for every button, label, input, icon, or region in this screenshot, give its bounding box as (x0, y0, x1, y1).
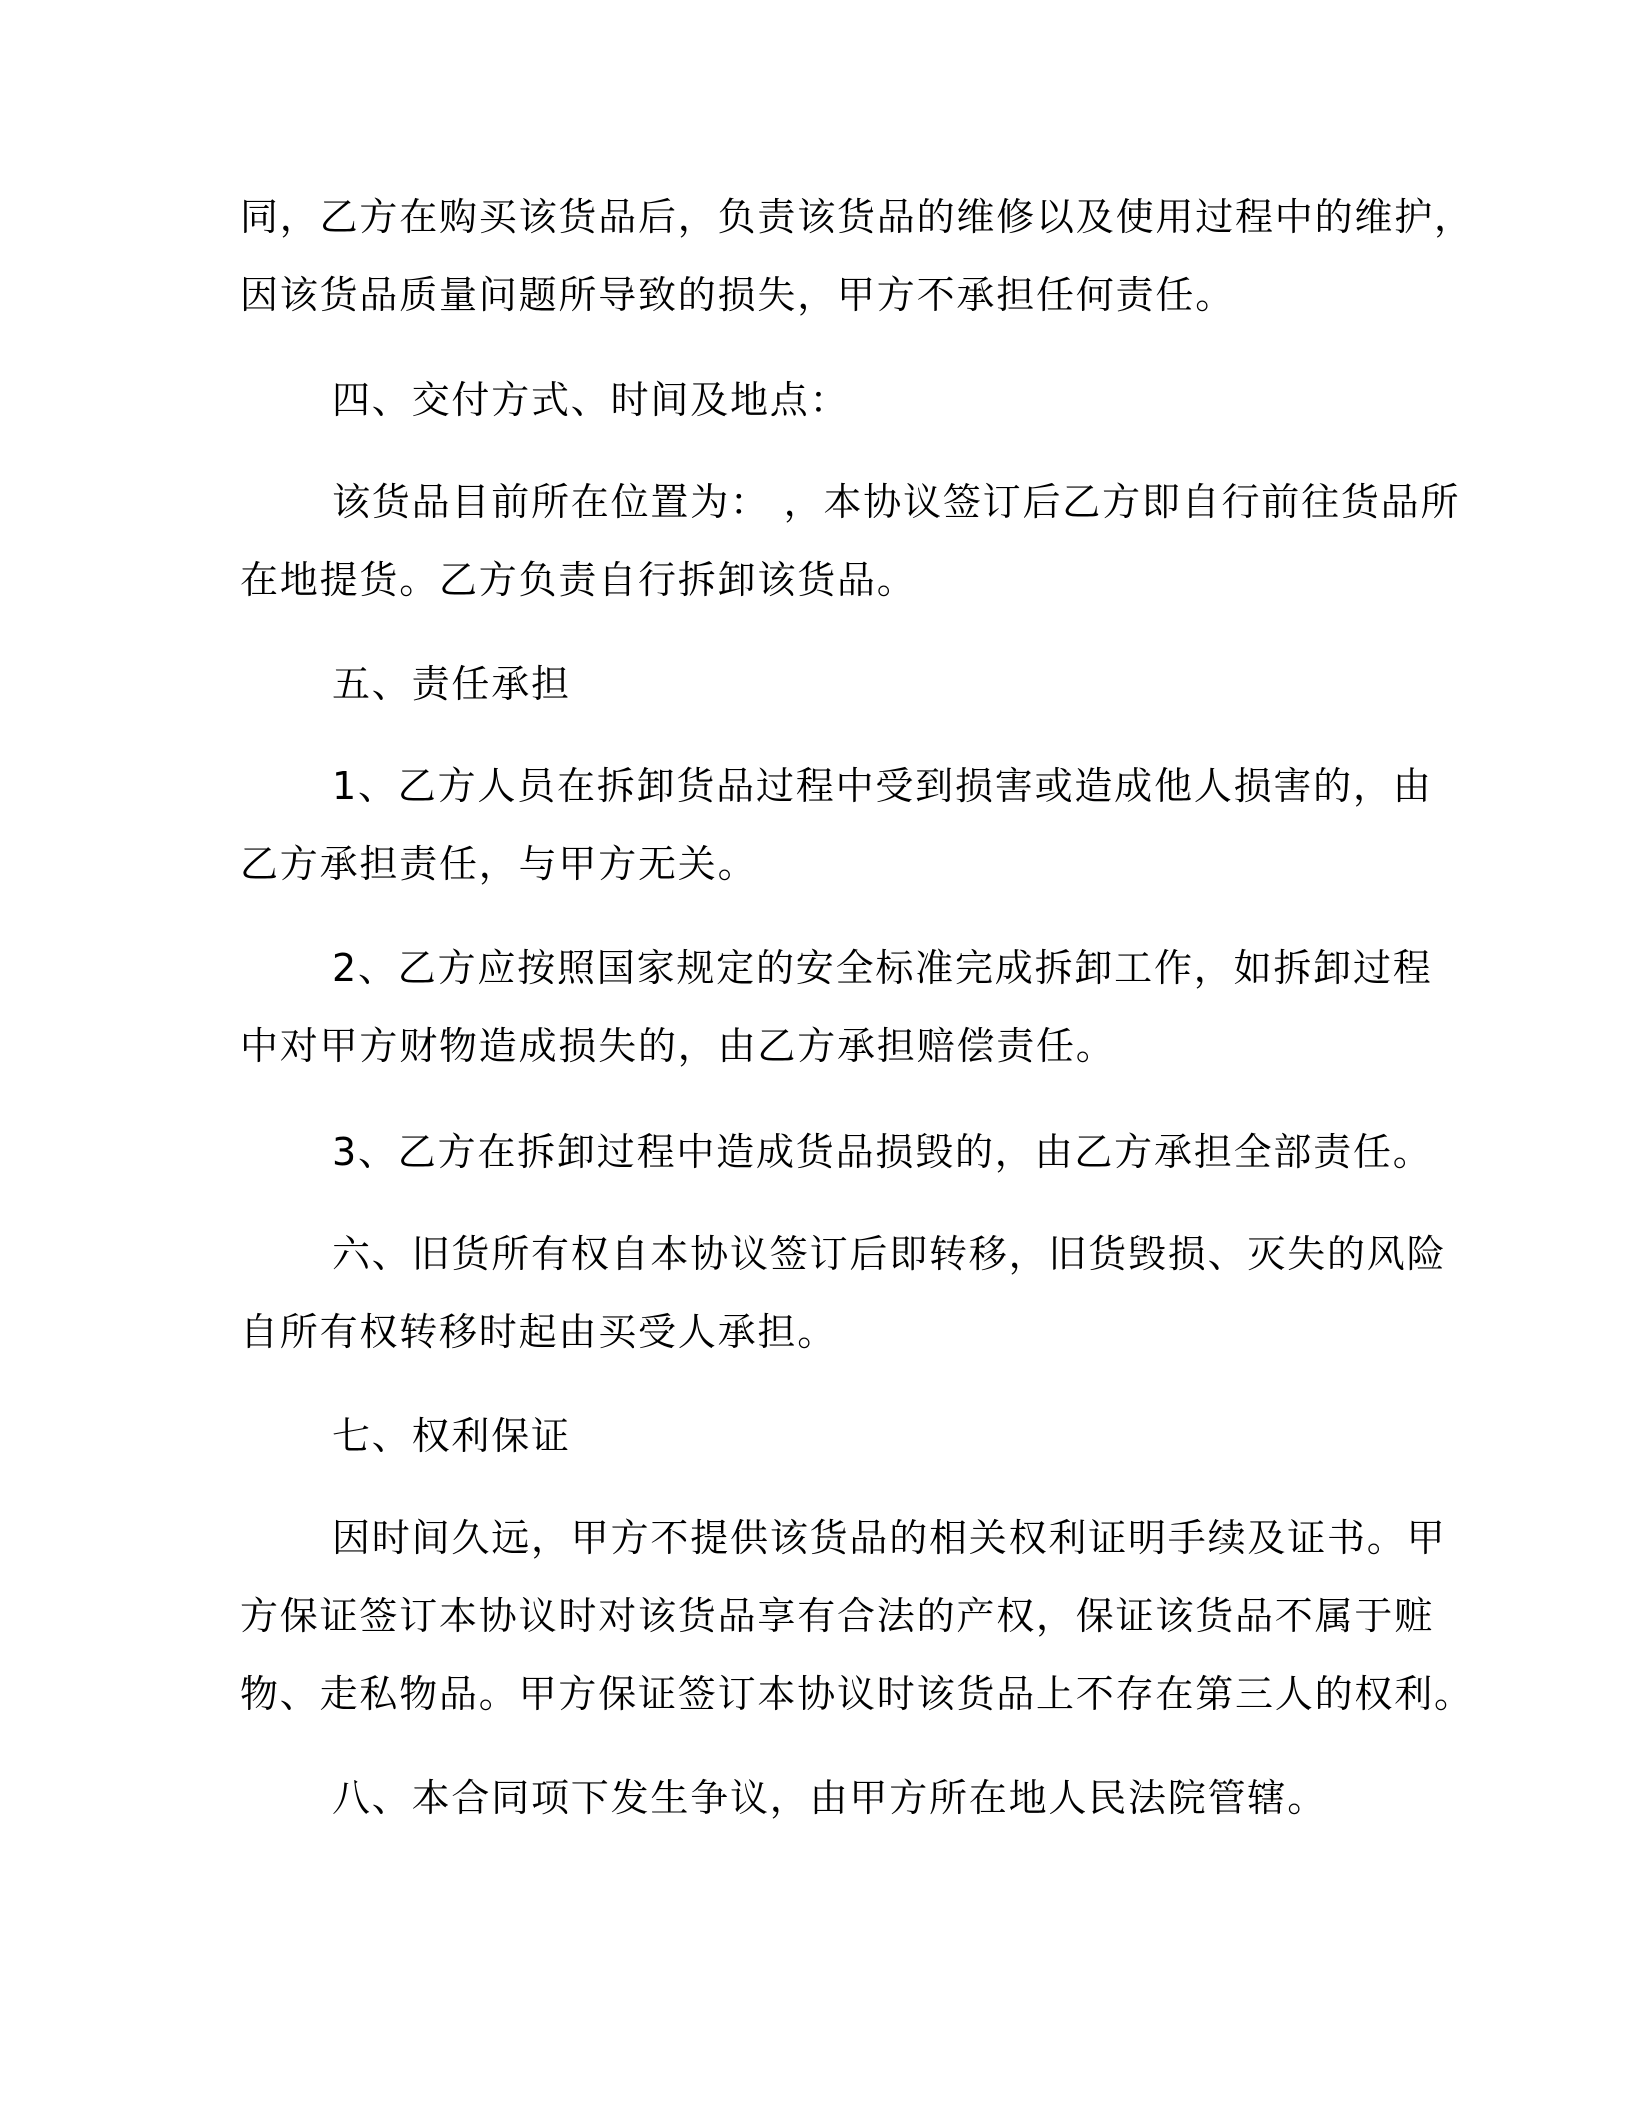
paragraph-line: 因该货品质量问题所导致的损失，甲方不承担任何责任。 (240, 273, 1236, 317)
paragraph-line: 1、乙方人员在拆卸货品过程中受到损害或造成他人损害的，由 (332, 764, 1433, 808)
paragraph-line: 方保证签订本协议时对该货品享有合法的产权，保证该货品不属于赃 (240, 1594, 1435, 1638)
paragraph-line: 自所有权转移时起由买受人承担。 (240, 1310, 838, 1354)
section-heading: 八、本合同项下发生争议，由甲方所在地人民法院管辖。 (332, 1776, 1328, 1820)
paragraph-line: 中对甲方财物造成损失的，由乙方承担赔偿责任。 (240, 1024, 1116, 1068)
section-heading: 七、权利保证 (332, 1414, 571, 1458)
section-heading: 六、旧货所有权自本协议签订后即转移，旧货毁损、灭失的风险 (332, 1232, 1447, 1276)
paragraph-line: 物、走私物品。甲方保证签订本协议时该货品上不存在第三人的权利。 (240, 1672, 1474, 1716)
paragraph-line: 乙方承担责任，与甲方无关。 (240, 842, 758, 886)
section-heading: 四、交付方式、时间及地点： (332, 378, 850, 422)
paragraph-line: 3、乙方在拆卸过程中造成货品损毁的，由乙方承担全部责任。 (332, 1130, 1433, 1174)
paragraph-line: 在地提货。乙方负责自行拆卸该货品。 (240, 558, 917, 602)
paragraph-line: 2、乙方应按照国家规定的安全标准完成拆卸工作，如拆卸过程 (332, 946, 1433, 990)
paragraph-line: 因时间久远，甲方不提供该货品的相关权利证明手续及证书。甲 (332, 1516, 1447, 1560)
paragraph-line: 该货品目前所在位置为： ，本协议签订后乙方即自行前往货品所 (332, 480, 1461, 524)
paragraph-line: 同，乙方在购买该货品后，负责该货品的维修以及使用过程中的维护， (240, 195, 1474, 239)
section-heading: 五、责任承担 (332, 662, 571, 706)
